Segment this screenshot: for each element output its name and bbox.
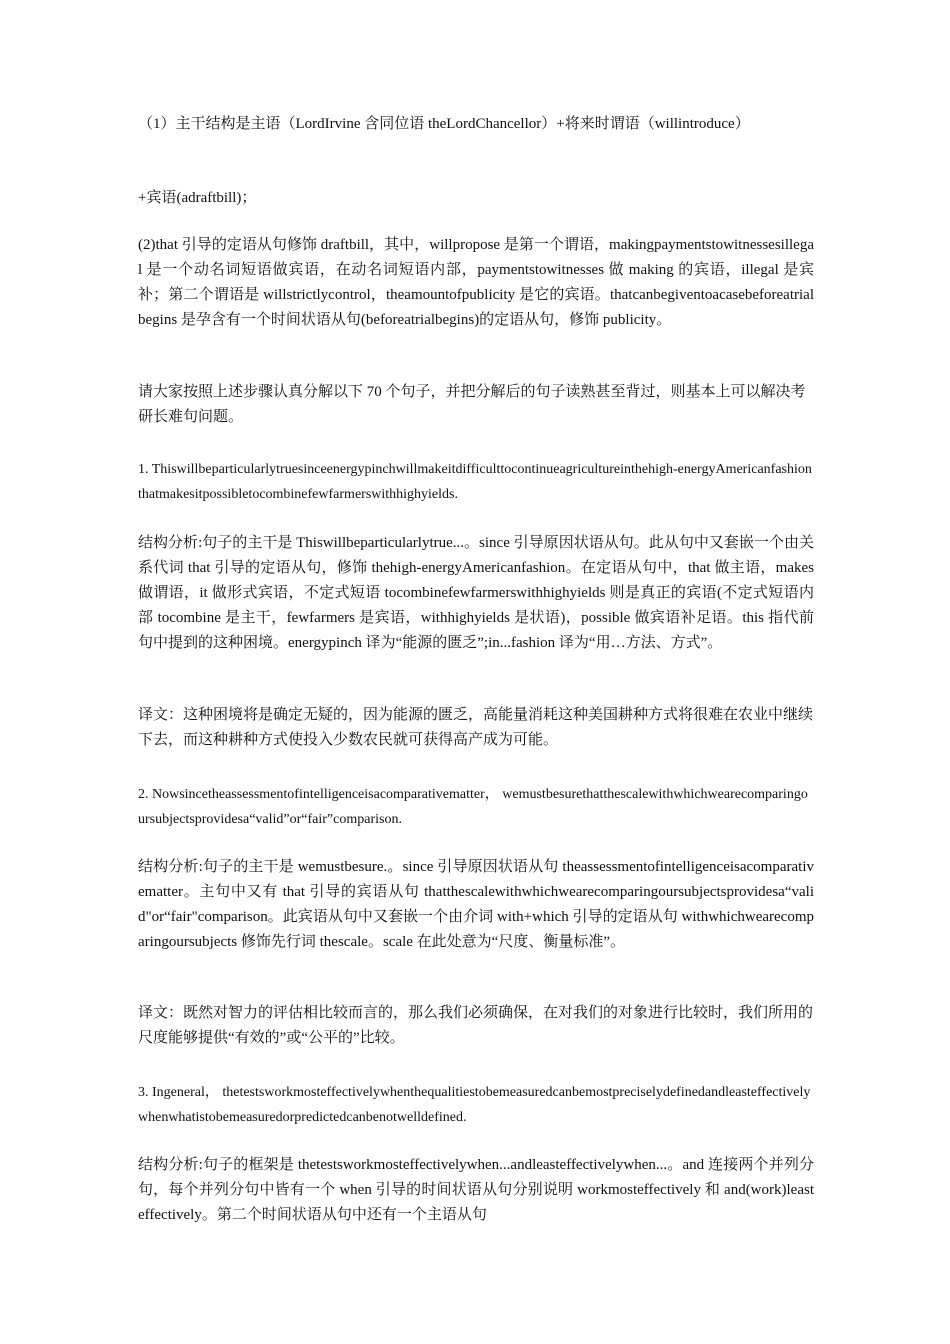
sentence-3: 3. Ingeneral， thetestsworkmosteffectivelywhenthequalitiestobemeasuredcanbemostpreciselydefinedandleasteffectivelywhenwhatistobemeasuredorpredictedcanbenotwelldefined. bbox=[138, 1085, 811, 1125]
paragraph-main-structure-1: （1）主干结构是主语（LordIrvine 含同位语 theLordChancellor）+将来时谓语（willintroduce） bbox=[138, 116, 750, 132]
translation-1: 译文：这种困境将是确定无疑的，因为能源的匮乏，高能量消耗这种美国耕种方式将很难在农业中继续下去，而这种耕种方式使投入少数农民就可获得高产成为可能。 bbox=[138, 707, 814, 748]
paragraph-instructions: 请大家按照上述步骤认真分解以下 70 个句子，并把分解后的句子读熟甚至背过，则基本上可以解决考研长难句问题。 bbox=[138, 384, 806, 425]
analysis-1: 结构分析:句子的主干是 Thiswillbeparticularlytrue...。since 引导原因状语从句。此从句中又套嵌一个由关系代词 that 引导的定语从句，修饰 thehigh-energyAmericanfashion。在定语从句中，that 做主语，makes 做谓语，it 做形式宾语，不定式短语 tocombinefewfarmerswithhighyields 则是真正的宾语(不定式短语内部 tocombine 是主干，fewfarmers 是宾语，withhighyields 是状语)，possible 做宾语补足语。this 指代前句中提到的这种困境。energypinch 译为“能源的匮乏”;in...fashion 译为“用…方法、方式”。 bbox=[138, 535, 814, 651]
paragraph-structure-2: (2)that 引导的定语从句修饰 draftbill，其中，willpropose 是第一个谓语，makingpaymentstowitnessesillegal 是一个动名词短语做宾语，在动名词短语内部，paymentstowitnesses 做 making 的宾语，illegal 是宾补；第二个谓语是 willstrictlycontrol，theamountofpublicity 是它的宾语。thatcanbegiventoacasebeforeatrialbegins 是孕含有一个时间状语从句(beforeatrialbegins)的定语从句，修饰 publicity。 bbox=[138, 237, 814, 328]
translation-2: 译文：既然对智力的评估相比较而言的，那么我们必须确保，在对我们的对象进行比较时，我们所用的尺度能够提供“有效的”或“公平的”比较。 bbox=[138, 1005, 814, 1046]
sentence-2: 2. Nowsincetheassessmentofintelligenceisacomparativematter， wemustbesurethatthescalewithwhichwearecomparingoursubjectsprovidesa“valid”or“fair”comparison. bbox=[138, 787, 808, 827]
paragraph-main-structure-object: +宾语(adraftbill)； bbox=[138, 190, 257, 206]
analysis-2: 结构分析:句子的主干是 wemustbesure.。since 引导原因状语从句 theassessmentofintelligenceisacomparativematter。主句中又有 that 引导的宾语从句 thatthescalewithwhichwearecomparingoursubjectsprovidesa“valid"or“fair"comparison。此宾语从句中又套嵌一个由介词 with+which 引导的定语从句 withwhichwearecomparingoursubjects 修饰先行词 thescale。scale 在此处意为“尺度、衡量标准”。 bbox=[138, 859, 814, 950]
analysis-3: 结构分析:句子的框架是 thetestsworkmosteffectivelywhen...andleasteffectivelywhen...。and 连接两个并列分句，每个并列分句中皆有一个 when 引导的时间状语从句分别说明 workmosteffectively 和 and(work)leasteffectively。第二个时间状语从句中还有一个主语从句 bbox=[138, 1157, 814, 1223]
sentence-1: 1. Thiswillbeparticularlytruesinceenergypinchwillmakeitdifficulttocontinueagricultureinthehigh-energyAmericanfashionthatmakesitpossibletocombinefewfarmerswithhighyields. bbox=[138, 462, 812, 502]
